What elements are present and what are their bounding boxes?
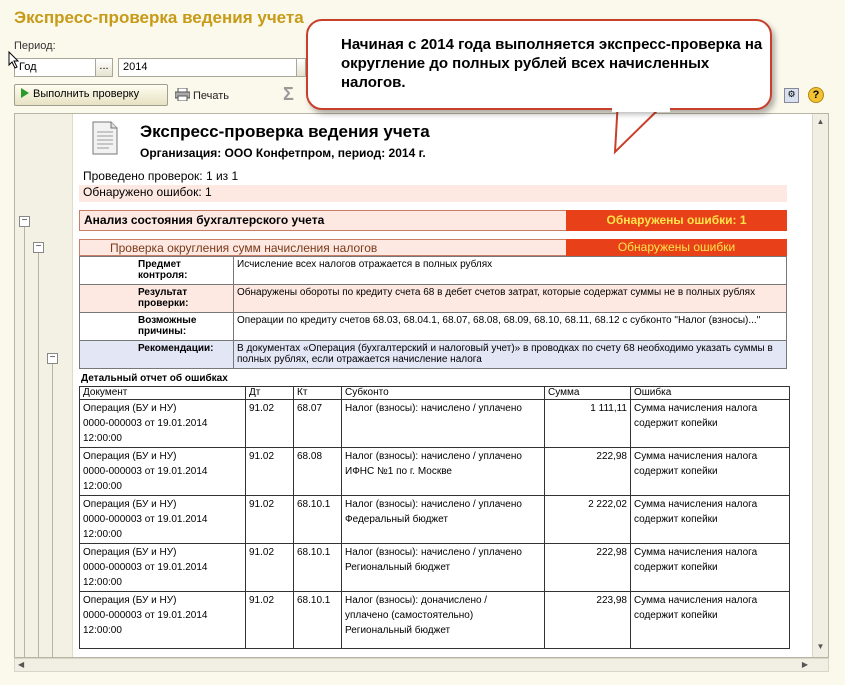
check-row-subject	[80, 257, 787, 285]
check-row-key: Результат проверки:	[80, 285, 234, 313]
print-button[interactable]	[175, 88, 229, 102]
error-details-table	[79, 386, 790, 649]
period-label: Период:	[14, 40, 56, 52]
checks-done: Проведено проверок: 1 из 1	[83, 169, 239, 183]
scroll-up-icon[interactable]: ▲	[816, 117, 825, 126]
print-label: Печать	[193, 90, 230, 102]
report-title: Экспресс-проверка ведения учета	[140, 122, 430, 141]
column-header: Дт	[246, 387, 294, 400]
run-check-button[interactable]	[14, 84, 168, 106]
settings-gear-icon[interactable]: ⚙	[784, 88, 799, 103]
table-row[interactable]: Операция (БУ и НУ) 0000-000003 от 19.01.2014 12:00:00 91.02 68.10.1 Налог (взносы): начислено / уплачено Региональный бюджет 222,98 Сумма начисления налога содержит копейки	[80, 544, 790, 592]
report-subtitle: Организация: ООО Конфетпром, период: 2014 г.	[140, 146, 426, 160]
mouse-cursor-icon	[8, 51, 20, 69]
subsection-error-badge: Обнаружены ошибки	[566, 239, 787, 256]
check-row-value: В документах «Операция (бухгалтерский и налоговый учет)» в проводках по счету 68 необходимо указать суммы в полных рублях, если отражается начисление налога	[234, 341, 787, 369]
table-row[interactable]: Операция (БУ и НУ) 0000-000003 от 19.01.2014 12:00:00 91.02 68.08 Налог (взносы): начислено / уплачено ИФНС №1 по г. Москве 222,98 Сумма начисления налога содержит копейки	[80, 448, 790, 496]
subsection-label: Проверка округления сумм начисления налогов	[110, 241, 378, 255]
detail-report-title: Детальный отчет об ошибках	[81, 373, 228, 384]
check-row-result	[80, 285, 787, 313]
printer-icon	[175, 88, 190, 101]
period-type-select-button[interactable]: ...	[95, 58, 113, 77]
column-header: Сумма	[545, 387, 631, 400]
section-error-badge: Обнаружены ошибки: 1	[566, 210, 787, 231]
play-icon	[21, 88, 29, 98]
scroll-right-icon[interactable]: ▶	[801, 660, 808, 669]
table-row[interactable]: Операция (БУ и НУ) 0000-000003 от 19.01.2014 12:00:00 91.02 68.10.1 Налог (взносы): доначислено / уплачено (самостоятельно) Региональный бюджет 223,98 Сумма начисления налога содержит копейки	[80, 592, 790, 649]
run-check-label: Выполнить проверку	[33, 88, 140, 100]
help-icon[interactable]: ?	[808, 87, 824, 103]
table-header-row	[80, 387, 790, 400]
errors-found: Обнаружено ошибок: 1	[79, 185, 787, 202]
collapse-details-icon[interactable]: −	[47, 353, 58, 364]
column-header: Ошибка	[631, 387, 790, 400]
vertical-scrollbar[interactable]	[812, 114, 828, 658]
table-row[interactable]: Операция (БУ и НУ) 0000-000003 от 19.01.2014 12:00:00 91.02 68.10.1 Налог (взносы): начислено / уплачено Федеральный бюджет 2 222,02 Сумма начисления налога содержит копейки	[80, 496, 790, 544]
check-row-value: Исчисление всех налогов отражается в полных рублях	[234, 257, 787, 285]
section-label: Анализ состояния бухгалтерского учета	[84, 213, 325, 227]
check-row-key: Предмет контроля:	[80, 257, 234, 285]
column-header: Субконто	[342, 387, 545, 400]
check-row-recommendations	[80, 341, 787, 369]
check-row-causes	[80, 313, 787, 341]
sum-icon[interactable]: Σ	[283, 84, 294, 104]
period-year-select-button[interactable]	[296, 58, 306, 77]
period-type-field[interactable]: Год	[14, 58, 96, 77]
table-row[interactable]: Операция (БУ и НУ) 0000-000003 от 19.01.2014 12:00:00 91.02 68.07 Налог (взносы): начислено / уплачено 1 111,11 Сумма начисления налога содержит копейки	[80, 400, 790, 448]
info-callout	[306, 19, 772, 110]
period-year-field[interactable]: 2014	[118, 58, 298, 77]
column-header: Кт	[294, 387, 342, 400]
horizontal-scrollbar[interactable]	[14, 658, 829, 672]
column-header: Документ	[80, 387, 246, 400]
document-icon	[91, 120, 119, 156]
check-row-key: Возможные причины:	[80, 313, 234, 341]
check-row-value: Обнаружены обороты по кредиту счета 68 в дебет счетов затрат, которые содержат суммы не в полных рублях	[234, 285, 787, 313]
window-title: Экспресс-проверка ведения учета	[14, 8, 304, 27]
check-row-value: Операции по кредиту счетов 68.03, 68.04.1, 68.07, 68.08, 68.09, 68.10, 68.11, 68.12 с субконто "Налог (взносы)..."	[234, 313, 787, 341]
callout-text: Начиная с 2014 года выполняется экспресс-проверка на округление до полных рублей всех начисленных налогов.	[341, 36, 763, 91]
check-row-key: Рекомендации:	[80, 341, 234, 369]
check-details-table	[79, 256, 787, 369]
scroll-down-icon[interactable]: ▼	[816, 642, 825, 651]
report-panel	[14, 113, 829, 658]
collapse-section-icon[interactable]: −	[19, 216, 30, 227]
scroll-left-icon[interactable]: ◀	[18, 660, 25, 669]
collapse-subsection-icon[interactable]: −	[33, 242, 44, 253]
